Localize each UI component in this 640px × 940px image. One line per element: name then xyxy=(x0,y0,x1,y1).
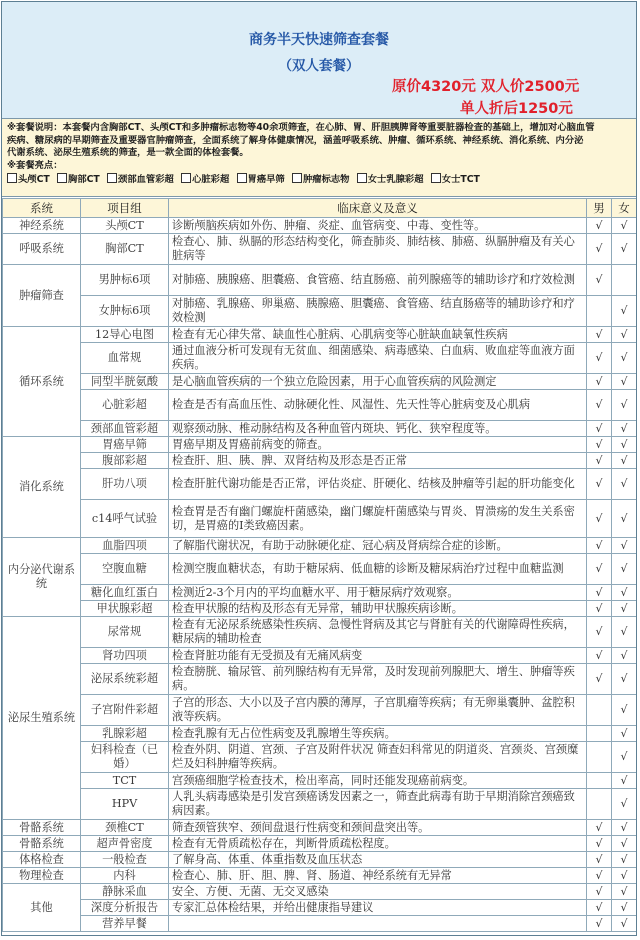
item-cell: 颈椎CT xyxy=(81,820,169,836)
female-check: √ xyxy=(612,500,637,538)
description-cell: 检查肝脏代谢功能是否正常，评估炎症、肝硬化、结核及肿瘤等引起的肝功能变化 xyxy=(169,469,587,500)
description-cell: 检测近2-3个月内的平均血糖水平、用于糖尿病疗效观察。 xyxy=(169,585,587,601)
item-cell: 腹部彩超 xyxy=(81,453,169,469)
price-single: 单人折后1250元 xyxy=(460,101,573,117)
description-cell: 了解脂代谢状况，有助于动脉硬化症、冠心病及肾病综合症的诊断。 xyxy=(169,538,587,554)
item-cell: 同型半胱氨酸 xyxy=(81,374,169,390)
description-cell xyxy=(169,916,587,932)
table-row xyxy=(3,773,637,789)
table-row xyxy=(3,437,637,453)
description-cell: 人乳头病毒感染是引发宫颈癌诱发因素之一，筛查此病毒有助于早期消除宫颈癌致病因素。 xyxy=(169,789,587,820)
description-cell: 对肺癌、乳腺癌、卵巢癌、胰腺癌、胆囊癌、食管癌、结直肠癌等的辅助诊疗和疗效检测 xyxy=(169,296,587,327)
checkbox-icon[interactable] xyxy=(7,173,17,183)
female-check: √ xyxy=(612,836,637,852)
table-row xyxy=(3,585,637,601)
table-row xyxy=(3,742,637,773)
description-cell: 检查外阴、阴道、宫颈、子宫及附件状况 筛查妇科常见的阴道炎、宫颈炎、宫颈糜烂及妇科肿瘤等疾病。 xyxy=(169,742,587,773)
item-cell: 妇科检查（已婚） xyxy=(81,742,169,773)
system-cell: 呼吸系统 xyxy=(3,234,81,265)
female-check: √ xyxy=(612,742,637,773)
table-row xyxy=(3,453,637,469)
table-row xyxy=(3,265,637,296)
female-check: √ xyxy=(612,820,637,836)
female-check: √ xyxy=(612,327,637,343)
notes-line: 疾病、糖尿病的早期筛查及重要器官肿瘤筛查，全面系统了解身体健康情况，涵盖呼吸系统、肿瘤、循环系统、神经系统、消化系统、内分泌 xyxy=(7,134,584,146)
female-check: √ xyxy=(612,617,637,648)
price-original: 原价4320元 双人价2500元 xyxy=(392,79,580,95)
item-cell: 深度分析报告 xyxy=(81,900,169,916)
item-cell: 女肿标6项 xyxy=(81,296,169,327)
table-row xyxy=(3,327,637,343)
male-check: √ xyxy=(587,601,612,617)
notes-line: ※套餐说明：本套餐内含胸部CT、头颅CT和多肿瘤标志物等40余项筛查，在心肺、胃、肝胆胰脾肾等重要脏器检查的基础上，增加对心脑血管 xyxy=(7,122,595,133)
checkbox-icon[interactable] xyxy=(292,173,302,183)
checkbox-icon[interactable] xyxy=(181,173,191,183)
table-row xyxy=(3,852,637,868)
description-cell: 胃癌早期及胃癌前病变的筛查。 xyxy=(169,437,587,453)
description-cell: 观察颈动脉、椎动脉结构及各种血管内斑块、钙化、狭窄程度等。 xyxy=(169,421,587,437)
item-cell: 颈部血管彩超 xyxy=(81,421,169,437)
column-header-system: 系统 xyxy=(3,199,81,218)
description-cell: 检查是否有高血压性、动脉硬化性、风湿性、先天性等心脏病变及心肌病 xyxy=(169,390,587,421)
checkbox-icon[interactable] xyxy=(57,173,67,183)
table-row xyxy=(3,617,637,648)
item-cell: 营养早餐 xyxy=(81,916,169,932)
female-check: √ xyxy=(612,469,637,500)
item-cell: 乳腺彩超 xyxy=(81,726,169,742)
highlight-option[interactable]: 头颅CT xyxy=(7,174,50,185)
female-check: √ xyxy=(612,884,637,900)
package-sheet xyxy=(1,1,637,936)
table-row xyxy=(3,500,637,538)
items-table xyxy=(2,198,637,932)
table-row xyxy=(3,421,637,437)
checkbox-icon[interactable] xyxy=(357,173,367,183)
male-check: √ xyxy=(587,852,612,868)
female-check: √ xyxy=(612,916,637,932)
table-row xyxy=(3,820,637,836)
system-cell: 骨骼系统 xyxy=(3,836,81,852)
highlight-option[interactable]: 颈部血管彩超 xyxy=(107,174,174,185)
female-check: √ xyxy=(612,421,637,437)
table-row xyxy=(3,916,637,932)
table-row xyxy=(3,664,637,695)
system-cell: 其他 xyxy=(3,884,81,932)
male-check: √ xyxy=(587,585,612,601)
system-cell: 消化系统 xyxy=(3,437,81,538)
description-cell: 专家汇总体检结果，并给出健康指导建议 xyxy=(169,900,587,916)
description-cell: 检查胃是否有幽门螺旋杆菌感染，幽门螺旋杆菌感染与胃炎、胃溃疡的发生关系密切，是胃癌的I类致癌因素。 xyxy=(169,500,587,538)
female-check: √ xyxy=(612,218,637,234)
highlight-checklist xyxy=(7,173,632,187)
description-cell: 检查肝、胆、胰、脾、双肾结构及形态是否正常 xyxy=(169,453,587,469)
system-cell: 物理检查 xyxy=(3,868,81,884)
female-check: √ xyxy=(612,900,637,916)
highlight-option[interactable]: 女士乳腺彩超 xyxy=(357,174,424,185)
male-check: √ xyxy=(587,617,612,648)
column-header-description: 临床意义及意义 xyxy=(169,199,587,218)
system-cell: 肿瘤筛查 xyxy=(3,265,81,327)
female-check: √ xyxy=(612,601,637,617)
column-header-male: 男 xyxy=(587,199,612,218)
male-check: √ xyxy=(587,884,612,900)
female-check: √ xyxy=(612,453,637,469)
table-row xyxy=(3,554,637,585)
female-check xyxy=(612,265,637,296)
checkbox-icon[interactable] xyxy=(107,173,117,183)
description-cell: 检查肾脏功能有无受损及有无痛风病变 xyxy=(169,648,587,664)
system-cell: 骨骼系统 xyxy=(3,820,81,836)
table-row xyxy=(3,374,637,390)
description-cell: 检查乳腺有无占位性病变及乳腺增生等疾病。 xyxy=(169,726,587,742)
highlight-option[interactable]: 女士TCT xyxy=(431,174,480,185)
item-cell: c14呼气试验 xyxy=(81,500,169,538)
description-cell: 检查有无心律失常、缺血性心脏病、心肌病变等心脏缺血缺氧性疾病 xyxy=(169,327,587,343)
description-cell: 检查甲状腺的结构及形态有无异常，辅助甲状腺疾病诊断。 xyxy=(169,601,587,617)
column-header-item: 项目组 xyxy=(81,199,169,218)
description-cell: 通过血液分析可发现有无贫血、细菌感染、病毒感染、白血病、败血症等血液方面疾病。 xyxy=(169,343,587,374)
female-check: √ xyxy=(612,695,637,726)
highlight-option[interactable]: 胸部CT xyxy=(57,174,100,185)
female-check: √ xyxy=(612,726,637,742)
table-row xyxy=(3,648,637,664)
male-check: √ xyxy=(587,900,612,916)
description-cell: 检查心、肺、肝、胆、脾、肾、肠道、神经系统有无异常 xyxy=(169,868,587,884)
female-check: √ xyxy=(612,538,637,554)
item-cell: 内科 xyxy=(81,868,169,884)
male-check: √ xyxy=(587,836,612,852)
male-check: √ xyxy=(587,868,612,884)
table-row xyxy=(3,836,637,852)
item-cell: 尿常规 xyxy=(81,617,169,648)
item-cell: 男肿标6项 xyxy=(81,265,169,296)
item-cell: 糖化血红蛋白 xyxy=(81,585,169,601)
male-check: √ xyxy=(587,500,612,538)
male-check: √ xyxy=(587,343,612,374)
header-panel xyxy=(2,2,636,119)
male-check xyxy=(587,789,612,820)
item-cell: HPV xyxy=(81,789,169,820)
table-row xyxy=(3,601,637,617)
item-cell: 超声骨密度 xyxy=(81,836,169,852)
item-cell: 空腹血糖 xyxy=(81,554,169,585)
highlight-option[interactable]: 心脏彩超 xyxy=(181,174,229,185)
column-header-female: 女 xyxy=(612,199,637,218)
table-row xyxy=(3,234,637,265)
table-row xyxy=(3,726,637,742)
package-subtitle: （双人套餐） xyxy=(278,58,360,74)
male-check: √ xyxy=(587,265,612,296)
female-check: √ xyxy=(612,585,637,601)
highlight-option[interactable]: 胃癌早筛 xyxy=(237,174,285,185)
package-notes xyxy=(2,119,636,197)
female-check: √ xyxy=(612,664,637,695)
table-row xyxy=(3,343,637,374)
table-row xyxy=(3,868,637,884)
description-cell: 检查有无泌尿系统感染性疾病、急慢性肾病及其它与肾脏有关的代谢障碍性疾病，糖尿病的辅助检查 xyxy=(169,617,587,648)
item-cell: 12导心电图 xyxy=(81,327,169,343)
male-check xyxy=(587,296,612,327)
table-row xyxy=(3,884,637,900)
item-cell: 血脂四项 xyxy=(81,538,169,554)
male-check: √ xyxy=(587,554,612,585)
table-row xyxy=(3,218,637,234)
description-cell: 检测空腹血糖状态，有助于糖尿病、低血糖的诊断及糖尿病治疗过程中血糖监测 xyxy=(169,554,587,585)
item-cell: TCT xyxy=(81,773,169,789)
description-cell: 检查心、肺、纵膈的形态结构变化，筛查肺炎、肺结核、肺癌、纵膈肿瘤及有关心脏病等 xyxy=(169,234,587,265)
female-check: √ xyxy=(612,868,637,884)
male-check: √ xyxy=(587,916,612,932)
female-check: √ xyxy=(612,374,637,390)
male-check: √ xyxy=(587,453,612,469)
male-check xyxy=(587,773,612,789)
male-check: √ xyxy=(587,820,612,836)
description-cell: 筛查颈管狭窄、颈间盘退行性病变和颈间盘突出等。 xyxy=(169,820,587,836)
description-cell: 宫颈癌细胞学检查技术，检出率高，同时还能发现癌前病变。 xyxy=(169,773,587,789)
description-cell: 诊断颅脑疾病如外伤、肿瘤、炎症、血管病变、中毒、变性等。 xyxy=(169,218,587,234)
female-check: √ xyxy=(612,648,637,664)
table-row xyxy=(3,390,637,421)
male-check: √ xyxy=(587,421,612,437)
male-check: √ xyxy=(587,538,612,554)
item-cell: 子宫附件彩超 xyxy=(81,695,169,726)
female-check: √ xyxy=(612,554,637,585)
system-cell: 神经系统 xyxy=(3,218,81,234)
item-cell: 心脏彩超 xyxy=(81,390,169,421)
item-cell: 胃癌早筛 xyxy=(81,437,169,453)
item-cell: 血常规 xyxy=(81,343,169,374)
checkbox-icon[interactable] xyxy=(431,173,441,183)
system-cell: 内分泌代谢系统 xyxy=(3,538,81,617)
package-title: 商务半天快速筛查套餐 xyxy=(249,32,389,48)
item-cell: 头颅CT xyxy=(81,218,169,234)
checkbox-icon[interactable] xyxy=(237,173,247,183)
table-header-row xyxy=(3,199,637,218)
male-check: √ xyxy=(587,234,612,265)
male-check: √ xyxy=(587,469,612,500)
description-cell: 对肺癌、胰腺癌、胆囊癌、食管癌、结直肠癌、前列腺癌等的辅助诊疗和疗效检测 xyxy=(169,265,587,296)
description-cell: 检查膀胱、输尿管、前列腺结构有无异常，及时发现前列腺肥大、增生、肿瘤等疾病。 xyxy=(169,664,587,695)
item-cell: 泌尿系统彩超 xyxy=(81,664,169,695)
item-cell: 静脉采血 xyxy=(81,884,169,900)
female-check: √ xyxy=(612,234,637,265)
table-row xyxy=(3,296,637,327)
male-check xyxy=(587,695,612,726)
system-cell: 体格检查 xyxy=(3,852,81,868)
item-cell: 甲状腺彩超 xyxy=(81,601,169,617)
notes-line: 代谢系统、泌尿生殖系统的筛查，是一款全面的体检套餐。 xyxy=(7,147,249,158)
male-check: √ xyxy=(587,664,612,695)
male-check xyxy=(587,742,612,773)
system-cell: 泌尿生殖系统 xyxy=(3,617,81,820)
table-row xyxy=(3,900,637,916)
female-check: √ xyxy=(612,789,637,820)
highlight-option[interactable]: 肿瘤标志物 xyxy=(292,174,350,185)
item-cell: 肝功八项 xyxy=(81,469,169,500)
table-row xyxy=(3,695,637,726)
female-check: √ xyxy=(612,437,637,453)
female-check: √ xyxy=(612,852,637,868)
male-check xyxy=(587,726,612,742)
item-cell: 肾功四项 xyxy=(81,648,169,664)
male-check: √ xyxy=(587,390,612,421)
table-row xyxy=(3,469,637,500)
description-cell: 安全、方便、无菌、无交叉感染 xyxy=(169,884,587,900)
male-check: √ xyxy=(587,648,612,664)
female-check: √ xyxy=(612,773,637,789)
description-cell: 检查有无骨质疏松存在，判断骨质疏松程度。 xyxy=(169,836,587,852)
system-cell: 循环系统 xyxy=(3,327,81,437)
notes-line: ※套餐亮点： xyxy=(7,159,63,171)
female-check: √ xyxy=(612,343,637,374)
item-cell: 一般检查 xyxy=(81,852,169,868)
description-cell: 是心脑血管疾病的一个独立危险因素，用于心血管疾病的风险测定 xyxy=(169,374,587,390)
description-cell: 了解身高、体重、体重指数及血压状态 xyxy=(169,852,587,868)
male-check: √ xyxy=(587,374,612,390)
table-row xyxy=(3,538,637,554)
male-check: √ xyxy=(587,437,612,453)
description-cell: 子宫的形态、大小以及子宫内膜的薄厚，子宫肌瘤等疾病；有无卵巢囊肿、盆腔积液等疾病。 xyxy=(169,695,587,726)
male-check: √ xyxy=(587,327,612,343)
table-row xyxy=(3,789,637,820)
item-cell: 胸部CT xyxy=(81,234,169,265)
male-check: √ xyxy=(587,218,612,234)
female-check: √ xyxy=(612,390,637,421)
female-check: √ xyxy=(612,296,637,327)
